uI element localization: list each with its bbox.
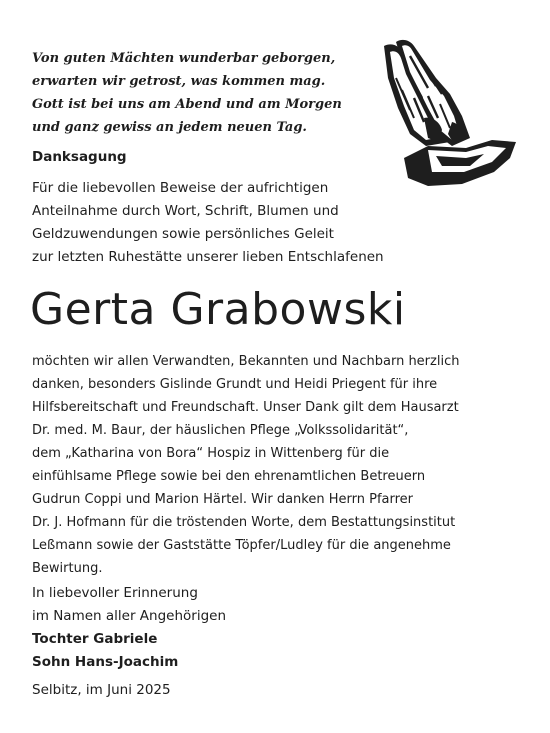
body-line: danken, besonders Gislinde Grundt und Heidi Priegent für ihre [32, 377, 438, 392]
body-line: Leßmann sowie der Gaststätte Töpfer/Ludley für die angenehme [32, 538, 451, 553]
intro-text [32, 177, 512, 269]
body-line: möchten wir allen Verwandten, Bekannten und Nachbarn herzlich [32, 354, 460, 369]
verse-line: erwarten wir getrost, was kommen mag. [32, 74, 326, 89]
heading-danksagung: Danksagung [32, 149, 127, 165]
signer-son: Sohn Hans-Joachim [32, 654, 179, 670]
place-date: Selbitz, im Juni 2025 [32, 682, 171, 698]
body-line: Dr. med. M. Baur, der häuslichen Pflege „Volkssolidarität“, [32, 423, 409, 438]
verse-line: Gott ist bei uns am Abend und am Morgen [32, 97, 342, 112]
closing-line: In liebevoller Erinnerung [32, 585, 198, 601]
body-line: Gudrun Coppi und Marion Härtel. Wir danken Herrn Pfarrer [32, 492, 414, 507]
body-text [32, 350, 532, 580]
praying-hands-icon [366, 38, 522, 188]
body-line: Hilfsbereitschaft und Freundschaft. Unser Dank gilt dem Hausarzt [32, 400, 459, 415]
verse-line: und ganz gewiss an jedem neuen Tag. [32, 120, 307, 135]
deceased-name: Gerta Grabowski [30, 284, 406, 335]
body-line: dem „Katharina von Bora“ Hospiz in Wittenberg für die [32, 446, 390, 461]
intro-line: Geldzuwendungen sowie persönliches Geleit [32, 226, 334, 242]
intro-line: Anteilnahme durch Wort, Schrift, Blumen und [32, 203, 339, 219]
closing-line: im Namen aller Angehörigen [32, 608, 227, 624]
verse-block [32, 47, 362, 139]
closing-block [32, 582, 332, 674]
intro-line: zur letzten Ruhestätte unserer lieben Entschlafenen [32, 249, 384, 265]
body-line: einfühlsame Pflege sowie bei den ehrenamtlichen Betreuern [32, 469, 426, 484]
intro-line: Für die liebevollen Beweise der aufrichtigen [32, 180, 329, 196]
signer-daughter: Tochter Gabriele [32, 631, 158, 647]
body-line: Dr. J. Hofmann für die tröstenden Worte, dem Bestattungsinstitut [32, 515, 456, 530]
verse-line: Von guten Mächten wunderbar geborgen, [32, 51, 336, 66]
body-line: Bewirtung. [32, 561, 103, 576]
